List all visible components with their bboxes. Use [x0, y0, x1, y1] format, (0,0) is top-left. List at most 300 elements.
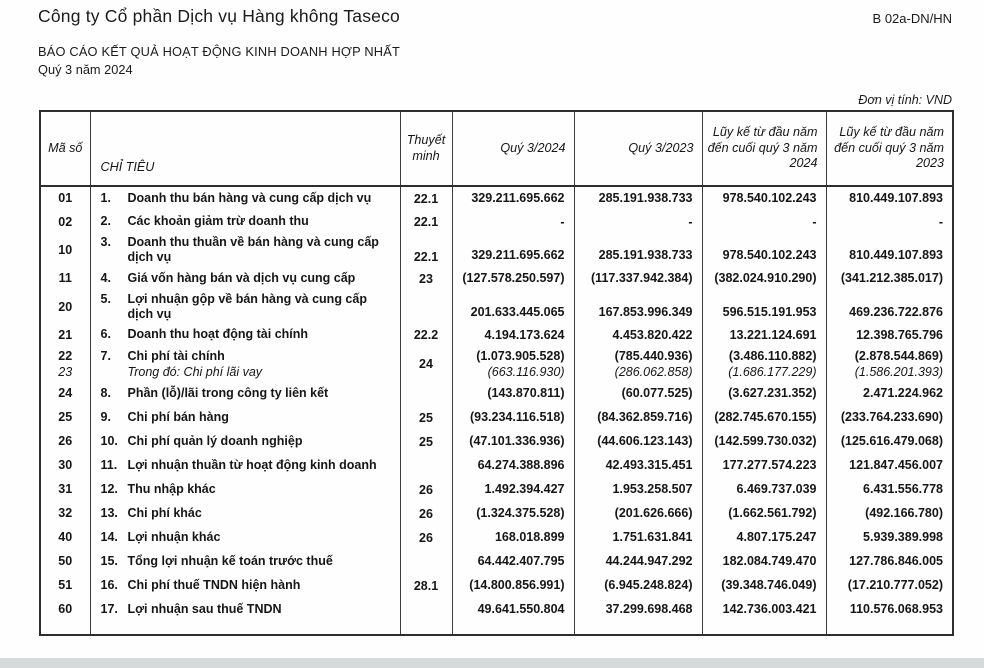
row-item-line	[101, 191, 399, 206]
column-header-ytd-2023: Lũy kế từ đầu năm đến cuối quý 3 năm 2023	[826, 111, 953, 186]
row-subvalue: (286.062.858)	[614, 365, 693, 380]
row-value-cell	[702, 526, 826, 550]
row-value-cell	[574, 478, 702, 502]
row-value-cell	[702, 430, 826, 454]
row-value: -	[812, 214, 817, 229]
row-value: 1.751.631.841	[612, 530, 693, 545]
row-item-label: Doanh thu bán hàng và cung cấp dịch vụ	[127, 190, 372, 205]
table-body	[40, 186, 953, 635]
row-value: (47.101.336.936)	[469, 434, 565, 449]
row-value-cell	[702, 186, 826, 210]
row-value: (14.800.856.991)	[469, 578, 565, 593]
row-note-cell: 26	[400, 526, 452, 550]
row-item-line	[101, 554, 399, 569]
row-value-cell	[826, 382, 953, 406]
row-value-cell	[452, 267, 574, 291]
row-item-number: 16.	[100, 577, 118, 592]
row-value: (201.626.666)	[614, 506, 693, 521]
row-value: (84.362.859.716)	[597, 410, 693, 425]
table-row	[40, 430, 953, 454]
row-value: (143.870.811)	[487, 386, 565, 401]
company-name: Công ty Cổ phần Dịch vụ Hàng không Taseco	[38, 6, 400, 26]
row-value: 329.211.695.662	[471, 191, 565, 206]
row-value-cell	[574, 406, 702, 430]
row-code: 01	[58, 191, 73, 206]
row-code: 24	[58, 386, 73, 401]
row-item-sublabel: Trong đó: Chi phí lãi vay	[127, 364, 263, 379]
row-value-cell	[574, 234, 702, 267]
row-item-number: 8.	[100, 385, 111, 400]
row-value: (39.348.746.049)	[721, 578, 817, 593]
row-code-cell	[40, 430, 90, 454]
row-value: (3.627.231.352)	[728, 386, 817, 401]
row-code: 02	[58, 214, 73, 229]
row-value-cell	[574, 323, 702, 347]
row-code: 10	[58, 243, 73, 258]
row-item-cell	[90, 502, 400, 526]
row-item-cell	[90, 550, 400, 574]
row-value: 978.540.102.243	[722, 248, 817, 263]
row-value: 810.449.107.893	[849, 191, 943, 206]
row-item-line	[101, 271, 399, 286]
row-item-line	[101, 602, 399, 617]
row-value-cell	[574, 430, 702, 454]
row-code-cell	[40, 347, 90, 382]
row-value-cell	[452, 347, 574, 382]
scan-edge-strip	[0, 658, 984, 668]
row-item-cell	[90, 382, 400, 406]
row-item-number: 2.	[100, 214, 111, 229]
row-item-label: Chi phí quản lý doanh nghiệp	[127, 433, 303, 448]
row-value-cell	[574, 502, 702, 526]
row-code: 51	[58, 578, 73, 593]
row-item-cell	[90, 598, 400, 622]
row-value-cell	[452, 478, 574, 502]
spacer-cell	[90, 622, 400, 635]
row-value: 127.786.846.005	[849, 554, 943, 569]
spacer-cell	[826, 622, 953, 635]
row-value-cell	[452, 598, 574, 622]
row-code: 31	[58, 482, 73, 497]
row-value: (6.945.248.824)	[604, 578, 693, 593]
row-code: 21	[58, 327, 73, 342]
row-code-cell	[40, 502, 90, 526]
row-note-cell: 23	[400, 267, 452, 291]
row-code-cell	[40, 234, 90, 267]
row-code-secondary: 23	[58, 365, 73, 380]
table-row	[40, 210, 953, 234]
row-value-cell	[574, 550, 702, 574]
row-item-cell	[90, 574, 400, 598]
spacer-cell	[452, 622, 574, 635]
row-value-cell	[574, 267, 702, 291]
row-note-cell: 22.1	[400, 210, 452, 234]
row-code: 22	[58, 349, 73, 363]
row-code: 50	[58, 554, 73, 569]
row-item-line	[101, 327, 399, 342]
row-value: 182.084.749.470	[722, 554, 817, 569]
row-value-cell	[452, 234, 574, 267]
row-value: 329.211.695.662	[471, 248, 565, 263]
row-item-label: Chi phí thuế TNDN hiện hành	[127, 577, 301, 592]
row-value: (93.234.116.518)	[469, 410, 565, 425]
row-item-label: Chi phí khác	[127, 505, 202, 520]
row-value-cell	[452, 550, 574, 574]
row-value: (60.077.525)	[621, 386, 693, 401]
row-value-cell	[826, 186, 953, 210]
form-code: B 02a-DN/HN	[872, 11, 952, 26]
row-note-cell: 26	[400, 478, 452, 502]
row-value-cell	[826, 267, 953, 291]
row-value-cell	[826, 502, 953, 526]
row-value-cell	[702, 267, 826, 291]
row-item-number: 15.	[100, 553, 118, 568]
column-header-ytd-2024: Lũy kế từ đầu năm đến cuối quý 3 năm 2024	[702, 111, 826, 186]
row-item-number: 14.	[100, 529, 118, 544]
row-item-label: Phần (lỗ)/lãi trong công ty liên kết	[127, 385, 329, 400]
row-value: 6.431.556.778	[863, 482, 943, 497]
row-value-cell	[826, 323, 953, 347]
row-value-cell	[702, 478, 826, 502]
row-value: (1.662.561.792)	[728, 506, 817, 521]
row-item-cell	[90, 323, 400, 347]
row-value: 4.453.820.422	[612, 327, 693, 342]
row-value: (1.073.905.528)	[476, 349, 565, 363]
row-value-cell	[574, 347, 702, 382]
spacer-cell	[702, 622, 826, 635]
row-item-line	[101, 386, 399, 401]
row-note-cell: 22.1	[400, 234, 452, 267]
row-value: 1.953.258.507	[612, 482, 693, 497]
row-value: 596.515.191.953	[722, 304, 817, 319]
row-code-cell	[40, 406, 90, 430]
row-code: 11	[58, 271, 72, 286]
row-value: 12.398.765.796	[856, 327, 943, 342]
row-value: 44.244.947.292	[605, 554, 693, 569]
row-item-label: Lợi nhuận gộp về bán hàng và cung cấp dịch vụ	[127, 291, 367, 321]
row-code-cell	[40, 574, 90, 598]
column-header-q3-2024: Quý 3/2024	[452, 111, 574, 186]
table-row	[40, 291, 953, 324]
row-value: 1.492.394.427	[484, 482, 565, 497]
row-item-line	[101, 292, 399, 323]
row-code-cell	[40, 478, 90, 502]
row-value-cell	[574, 210, 702, 234]
row-item-line	[101, 410, 399, 425]
row-item-label: Thu nhập khác	[127, 481, 216, 496]
spacer-cell	[574, 622, 702, 635]
row-note-cell	[400, 291, 452, 324]
row-item-label: Tổng lợi nhuận kế toán trước thuế	[127, 553, 333, 568]
table-row	[40, 550, 953, 574]
row-value-cell	[452, 323, 574, 347]
table-row	[40, 478, 953, 502]
row-value-cell	[452, 186, 574, 210]
row-code: 25	[58, 410, 73, 425]
row-value-cell	[574, 291, 702, 324]
row-value-cell	[702, 347, 826, 382]
row-code-cell	[40, 598, 90, 622]
row-item-cell	[90, 186, 400, 210]
row-value: 167.853.996.349	[598, 304, 693, 319]
row-value: 4.194.173.624	[484, 327, 565, 342]
row-code-cell	[40, 454, 90, 478]
row-value-cell	[826, 598, 953, 622]
row-item-number: 5.	[100, 291, 111, 306]
row-value-cell	[452, 382, 574, 406]
row-note-cell: 26	[400, 502, 452, 526]
row-code: 30	[58, 458, 73, 473]
row-subvalue: (663.116.930)	[487, 365, 565, 380]
row-item-number: 9.	[100, 409, 111, 424]
row-code-cell	[40, 382, 90, 406]
row-value-cell	[826, 478, 953, 502]
table-header	[40, 111, 953, 186]
row-item-line	[101, 506, 399, 521]
row-item-label: Giá vốn hàng bán và dịch vụ cung cấp	[127, 270, 356, 285]
table-row	[40, 502, 953, 526]
row-value: 42.493.315.451	[605, 458, 693, 473]
row-value-cell	[452, 210, 574, 234]
row-value-cell	[452, 502, 574, 526]
column-header-code: Mã số	[40, 111, 90, 186]
row-item-number: 3.	[100, 235, 111, 249]
column-header-note: Thuyết minh	[400, 111, 452, 186]
row-item-line	[101, 214, 399, 229]
row-item-line	[101, 458, 399, 473]
row-value-cell	[452, 430, 574, 454]
row-code-cell	[40, 186, 90, 210]
row-note-cell: 25	[400, 406, 452, 430]
row-code: 32	[58, 506, 73, 521]
row-value: (127.578.250.597)	[462, 271, 565, 286]
row-value-cell	[702, 550, 826, 574]
table-row	[40, 323, 953, 347]
table-row	[40, 347, 953, 382]
table-row	[40, 406, 953, 430]
row-value-cell	[702, 502, 826, 526]
row-value: 64.442.407.795	[477, 554, 565, 569]
row-value: (785.440.936)	[614, 349, 693, 363]
row-note-cell: 28.1	[400, 574, 452, 598]
row-value: 168.018.899	[494, 530, 565, 545]
row-value: -	[688, 214, 693, 229]
row-note-cell	[400, 550, 452, 574]
report-period: Quý 3 năm 2024	[38, 62, 133, 77]
row-value: (382.024.910.290)	[714, 271, 817, 286]
row-item-number: 17.	[100, 601, 118, 616]
row-value-cell	[702, 291, 826, 324]
table-row	[40, 186, 953, 210]
row-item-cell	[90, 291, 400, 324]
row-value: (44.606.123.143)	[597, 434, 693, 449]
row-item-cell	[90, 526, 400, 550]
row-note-cell: 25	[400, 430, 452, 454]
row-item-number: 1.	[100, 190, 111, 205]
row-value: 110.576.068.953	[849, 602, 943, 617]
row-value-cell	[826, 550, 953, 574]
row-item-number: 12.	[100, 481, 118, 496]
row-value: (1.324.375.528)	[476, 506, 565, 521]
row-value: 2.471.224.962	[863, 386, 943, 401]
row-code: 26	[58, 434, 73, 449]
row-code-cell	[40, 550, 90, 574]
table-row	[40, 234, 953, 267]
row-value: (117.337.942.384)	[591, 271, 693, 286]
row-value: 13.221.124.691	[729, 327, 817, 342]
row-value: 6.469.737.039	[736, 482, 817, 497]
column-header-q3-2023: Quý 3/2023	[574, 111, 702, 186]
row-value-cell	[702, 210, 826, 234]
row-code-cell	[40, 267, 90, 291]
row-subvalue: (1.586.201.393)	[854, 365, 943, 380]
row-note-cell	[400, 382, 452, 406]
row-value-cell	[702, 454, 826, 478]
row-value-cell	[452, 406, 574, 430]
row-value: (233.764.233.690)	[840, 410, 943, 425]
row-value-cell	[574, 454, 702, 478]
spacer-cell	[40, 622, 90, 635]
row-value-cell	[702, 574, 826, 598]
row-value: 5.939.389.998	[863, 530, 943, 545]
row-value-cell	[452, 454, 574, 478]
row-value: 285.191.938.733	[598, 191, 693, 206]
row-subvalue: (1.686.177.229)	[728, 365, 817, 380]
row-item-line	[101, 482, 399, 497]
table-row	[40, 574, 953, 598]
row-value-cell	[826, 347, 953, 382]
row-value: 978.540.102.243	[722, 191, 817, 206]
row-value-cell	[574, 186, 702, 210]
row-value: 469.236.722.876	[849, 304, 943, 319]
spacer-cell	[400, 622, 452, 635]
row-value-cell	[826, 574, 953, 598]
row-value-cell	[574, 526, 702, 550]
row-item-label: Doanh thu thuần về bán hàng và cung cấp dịch vụ	[127, 235, 379, 265]
row-item-label: Các khoản giảm trừ doanh thu	[127, 214, 309, 229]
row-item-line	[101, 530, 399, 545]
row-value-cell	[826, 526, 953, 550]
row-item-label: Doanh thu hoạt động tài chính	[127, 327, 309, 342]
table-row	[40, 526, 953, 550]
row-value: 810.449.107.893	[849, 248, 943, 263]
row-item-cell	[90, 234, 400, 267]
row-item-cell	[90, 210, 400, 234]
row-item-number: 6.	[100, 327, 111, 342]
row-value: 37.299.698.468	[605, 602, 693, 617]
row-code-cell	[40, 210, 90, 234]
row-value: (17.210.777.052)	[847, 578, 943, 593]
row-value: 201.633.445.065	[470, 304, 565, 319]
row-item-cell	[90, 430, 400, 454]
row-code: 40	[58, 530, 73, 545]
row-note-cell	[400, 454, 452, 478]
row-value: -	[938, 214, 943, 229]
row-value-cell	[826, 454, 953, 478]
row-item-cell	[90, 406, 400, 430]
row-item-cell	[90, 454, 400, 478]
row-item-number: 10.	[100, 433, 118, 448]
header-top-row	[38, 6, 952, 27]
row-value-cell	[826, 406, 953, 430]
row-value-cell	[702, 234, 826, 267]
row-item-number: 13.	[100, 505, 118, 520]
row-item-label: Lợi nhuận thuần từ hoạt động kinh doanh	[127, 457, 377, 472]
row-item-label: Chi phí bán hàng	[127, 409, 229, 424]
row-value-cell	[452, 526, 574, 550]
row-value: (3.486.110.882)	[728, 349, 817, 363]
row-value-cell	[702, 323, 826, 347]
row-value: (2.878.544.869)	[854, 349, 943, 363]
row-value-cell	[452, 291, 574, 324]
row-code: 60	[58, 602, 73, 617]
row-item-cell	[90, 347, 400, 382]
row-item-label: Chi phí tài chính	[127, 348, 225, 363]
row-value: -	[560, 214, 565, 229]
row-value-cell	[826, 430, 953, 454]
row-value: (142.599.730.032)	[714, 434, 817, 449]
table-row	[40, 267, 953, 291]
row-item-cell	[90, 267, 400, 291]
report-title: BÁO CÁO KẾT QUẢ HOẠT ĐỘNG KINH DOANH HỢP NHẤT	[38, 44, 400, 59]
currency-unit-note: Đơn vị tính: VND	[858, 93, 952, 107]
row-item-number: 11.	[100, 457, 118, 472]
row-value-cell	[574, 574, 702, 598]
row-item-line	[101, 235, 399, 266]
row-code-cell	[40, 291, 90, 324]
row-item-number: 4.	[100, 270, 111, 285]
row-note-cell	[400, 598, 452, 622]
row-value-cell	[826, 210, 953, 234]
row-code-cell	[40, 323, 90, 347]
row-item-label: Lợi nhuận khác	[127, 529, 221, 544]
row-value-cell	[452, 574, 574, 598]
row-item-cell	[90, 478, 400, 502]
row-note-cell: 22.1	[400, 186, 452, 210]
column-header-item: CHỈ TIÊU	[90, 111, 400, 186]
row-value: (282.745.670.155)	[714, 410, 817, 425]
row-value: 4.807.175.247	[736, 530, 817, 545]
row-item-line	[101, 578, 399, 593]
row-code: 20	[58, 299, 73, 314]
row-value: 285.191.938.733	[598, 248, 693, 263]
row-value: (341.212.385.017)	[840, 271, 943, 286]
row-value-cell	[574, 382, 702, 406]
row-value: (125.616.479.068)	[840, 434, 943, 449]
row-value-cell	[702, 598, 826, 622]
spacer-row	[40, 622, 953, 635]
table-row	[40, 598, 953, 622]
row-code-cell	[40, 526, 90, 550]
row-value-cell	[826, 234, 953, 267]
row-value: 64.274.388.896	[477, 458, 565, 473]
row-value-cell	[574, 598, 702, 622]
row-value-cell	[702, 406, 826, 430]
row-value: (492.166.780)	[865, 506, 943, 521]
table-row	[40, 454, 953, 478]
row-value-cell	[702, 382, 826, 406]
table-row	[40, 382, 953, 406]
row-note-cell: 22.2	[400, 323, 452, 347]
row-item-line	[101, 434, 399, 449]
row-note-cell: 24	[400, 347, 452, 382]
row-item-number: 7.	[100, 348, 111, 363]
row-value: 121.847.456.007	[849, 458, 943, 473]
document-header	[0, 0, 984, 77]
income-statement-table	[39, 110, 954, 636]
row-value: 142.736.003.421	[722, 602, 817, 617]
row-value: 49.641.550.804	[477, 602, 565, 617]
